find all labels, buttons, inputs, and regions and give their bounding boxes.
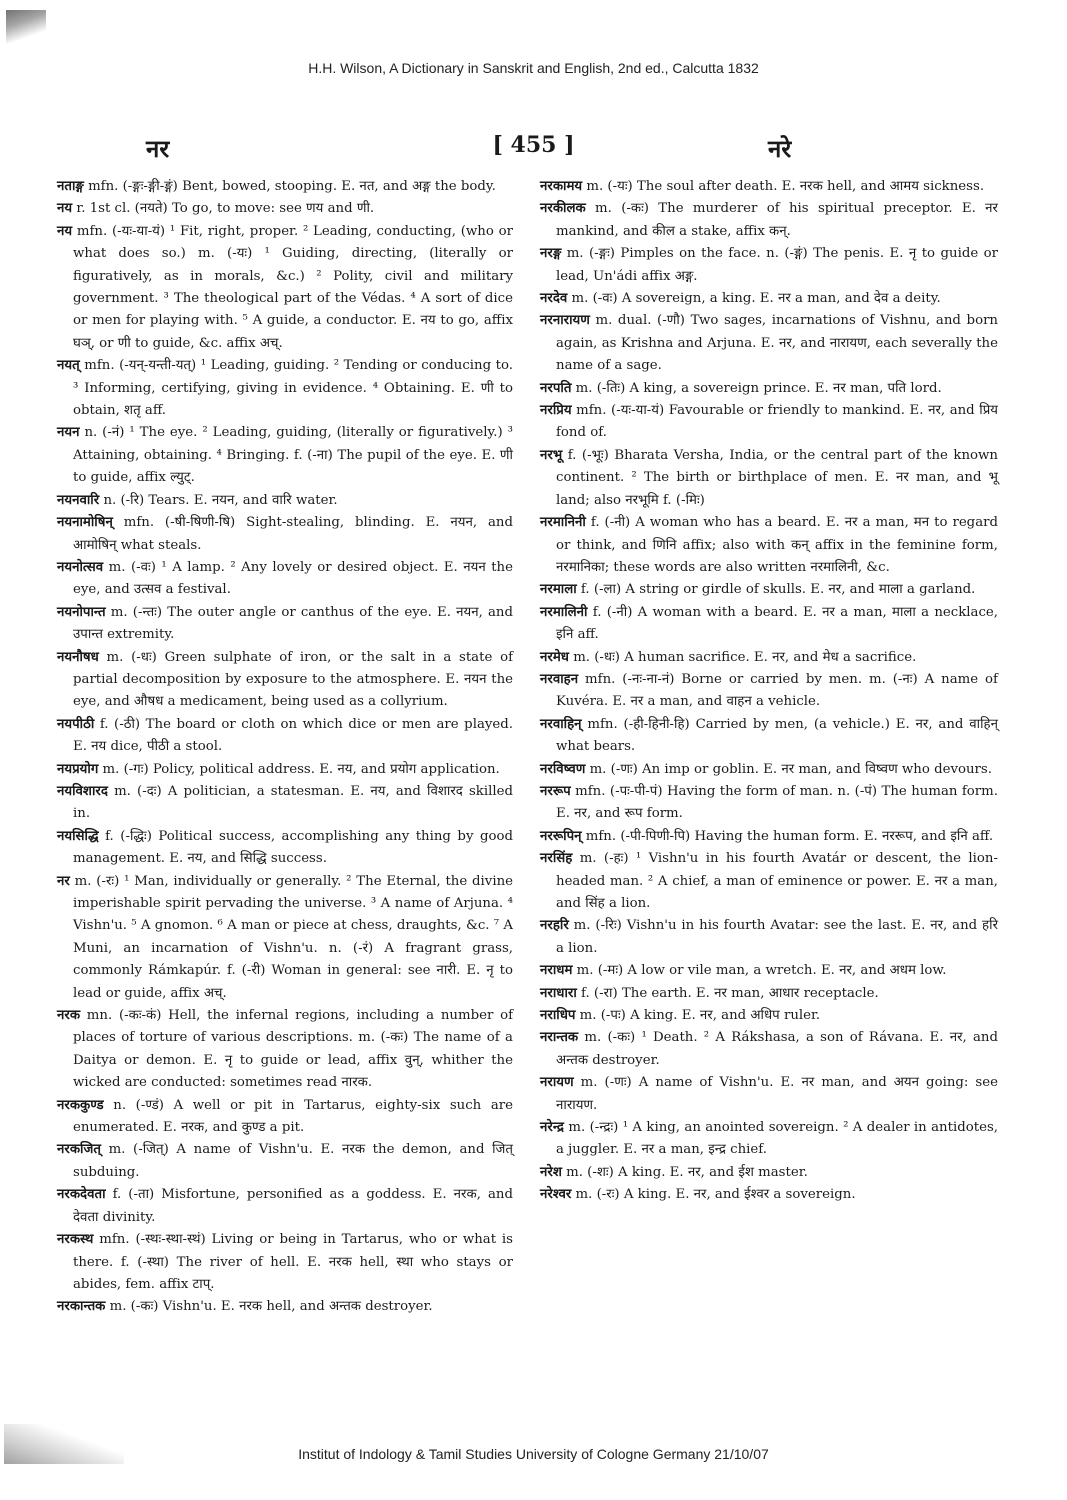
dictionary-entry (57, 871, 513, 1005)
entry-definition: m. (-न्तः) The outer angle or canthus of the eye. E. नयन, and उपान्त extremity. (73, 604, 513, 643)
entry-definition: mfn. (-यः-या-यं) Favourable or friendly to mankind. E. नर, and प्रिय fond of. (556, 403, 999, 441)
entry-definition: m. (-वः) ¹ A lamp. ² Any lovely or desired object. E. नयन the eye, and उत्सव a festival. (73, 559, 513, 598)
dictionary-entry (57, 714, 513, 759)
dictionary-entry (540, 960, 998, 982)
dictionary-entry (540, 1184, 998, 1206)
dictionary-entry (540, 288, 998, 310)
entry-headword: नरकदेवता (57, 1187, 106, 1203)
entry-definition: f. (-भूः) Bharata Versha, India, or the central part of the known continent. ² The birth or birthplace of men. E. नर man, and भू land; also नरभूमि f. (-मिः) (556, 447, 998, 508)
dictionary-entry (57, 759, 513, 781)
dictionary-entry (57, 557, 513, 602)
entry-headword: नयपीठी (57, 716, 95, 732)
entry-definition: m. (-मः) A low or vile man, a wretch. E. नर, and अधम low. (576, 963, 947, 979)
entry-definition: f. (-ला) A string or girdle of skulls. E. नर, and माला a garland. (580, 582, 976, 598)
entry-headword: नरहरि (540, 918, 569, 934)
entry-definition: m. (-णः) A name of Vishn'u. E. नर man, and अयन going: see नारायण. (556, 1075, 998, 1113)
entry-definition: f. (-द्धिः) Political success, accomplishing any thing by good management. E. नय, and सिद्धि success. (73, 828, 513, 867)
entry-definition: m. (-तिः) A king, a sovereign prince. E. नर man, पति lord. (575, 380, 942, 396)
entry-definition: m. (-कः) Vishn'u. E. नरक hell, and अन्तक destroyer. (109, 1299, 433, 1315)
entry-headword: नररूपिन् (540, 828, 582, 844)
dictionary-entry (57, 198, 513, 220)
dictionary-entry (540, 602, 998, 647)
entry-definition: n. (-रि) Tears. E. नयन, and वारि water. (103, 492, 338, 508)
dictionary-entry (540, 579, 998, 601)
entry-headword: नरङ्ग (540, 246, 562, 262)
entry-headword: नयनामोषिन् (57, 515, 113, 531)
dictionary-entry (540, 378, 998, 400)
entry-headword: नरमेध (540, 649, 569, 665)
dictionary-entry (57, 512, 513, 557)
dictionary-entry (57, 1229, 513, 1296)
entry-headword: नरमानिनी (540, 515, 586, 531)
entry-definition: m. dual. (-णौ) Two sages, incarnations of Vishnu, and born again, as Krishna and Arjuna. E. नर, and नारायण, each severally the name of a sage. (556, 313, 998, 374)
entry-headword: नरायण (540, 1075, 574, 1091)
entry-definition: mfn. (-यन्-यन्ती-यत्) ¹ Leading, guiding. ² Tending or conducing to. ³ Informing, certifying, giving in evidence. ⁴ Obtaining. E. णी to obtain, शतृ aff. (73, 358, 514, 419)
entry-definition: m. (-कः) ¹ Death. ² A Rákshasa, a son of Rávana. E. नर, and अन्तक destroyer. (556, 1030, 998, 1068)
entry-headword: नरविष्वण (540, 761, 586, 777)
entry-headword: नरसिंह (540, 851, 573, 867)
entry-headword: नरेन्द्र (540, 1120, 564, 1136)
dictionary-entry (57, 826, 513, 871)
dictionary-entry (540, 243, 998, 288)
right-column (540, 176, 998, 1207)
entry-headword: नरकस्थ (57, 1232, 94, 1248)
entry-definition: n. (-नं) ¹ The eye. ² Leading, guiding, (literally or figuratively.) ³ Attaining, obtaining. ⁴ Bringing. f. (-ना) The pupil of the eye. E. णी to guide, affix ल्युट्. (73, 425, 513, 486)
dictionary-entry (57, 1296, 513, 1318)
entry-definition: mfn. (-नः-ना-नं) Borne or carried by men. m. (-नः) A name of Kuvéra. E. नर a man, and वाहन a vehicle. (556, 671, 998, 710)
entry-headword: नराधारा (540, 985, 577, 1001)
dictionary-entry (57, 176, 513, 198)
dictionary-entry (540, 983, 998, 1005)
dictionary-entry (540, 1027, 998, 1072)
dictionary-entry (540, 512, 998, 579)
dictionary-entry (540, 400, 998, 445)
entry-headword: नरप्रिय (540, 403, 572, 419)
entry-headword: नरदेव (540, 291, 568, 307)
entry-headword: नरवाहन (540, 671, 579, 687)
entry-headword: नराधम (540, 963, 573, 979)
dictionary-entry (57, 1139, 513, 1184)
entry-definition: mfn. (-षी-षिणी-षि) Sight-stealing, blinding. E. नयन, and आमोषिन् what steals. (73, 515, 513, 553)
entry-definition: m. (-हः) ¹ Vishn'u in his fourth Avatár or descent, the lion-headed man. ² A chief, a man of eminence or power. E. नर a man, and सिंह a lion. (556, 851, 998, 911)
entry-headword: नरक (57, 1008, 81, 1024)
entry-headword: नरान्तक (540, 1030, 579, 1046)
dictionary-entry (57, 355, 513, 422)
dictionary-entry (540, 647, 998, 669)
dictionary-entry (540, 198, 998, 243)
entry-definition: m. (-णः) An imp or goblin. E. नर man, and विष्वण who devours. (589, 761, 992, 777)
entry-headword: नरमालिनी (540, 604, 588, 620)
entry-headword: नरकीलक (540, 201, 586, 217)
running-head-left: नर (146, 134, 170, 163)
source-note: H.H. Wilson, A Dictionary in Sanskrit and English, 2nd ed., Calcutta 1832 (308, 60, 759, 76)
entry-definition: mfn. (-स्थः-स्था-स्थं) Living or being in Tartarus, who or what is there. f. (-स्था) The river of hell. E. नरक hell, स्था who stays or abides, fem. affix टाप्. (73, 1232, 513, 1292)
dictionary-entry (540, 826, 998, 848)
entry-headword: नयप्रयोग (57, 761, 99, 777)
entry-definition: m. (-जित्) A name of Vishn'u. E. नरक the demon, and जित् subduing. (73, 1142, 513, 1180)
entry-headword: नय (57, 201, 73, 217)
dictionary-entry (57, 1095, 513, 1140)
entry-definition: m. (-रिः) Vishn'u in his fourth Avatar: see the last. E. नर, and हरि a lion. (556, 918, 999, 956)
dictionary-entry (540, 848, 998, 915)
entry-headword: नयनोत्सव (57, 559, 104, 575)
entry-definition: f. (-ता) Misfortune, personified as a goddess. E. नरक, and देवता divinity. (73, 1187, 513, 1225)
entry-definition: f. (-नी) A woman with a beard. E. नर a man, माला a necklace, इनि aff. (556, 604, 998, 643)
left-column (57, 176, 513, 1319)
running-head-right: नरे (768, 134, 792, 163)
entry-headword: नरककुण्ड (57, 1097, 104, 1113)
entry-definition: f. (-ठी) The board or cloth on which dice or men are played. E. नय dice, पीठी a stool. (73, 716, 513, 755)
entry-definition: m. (-न्द्रः) ¹ A king, an anointed sovereign. ² A dealer in antidotes, a juggler. E. नर a man, इन्द्र chief. (556, 1120, 998, 1158)
entry-definition: m. (-शः) A king. E. नर, and ईश master. (566, 1164, 808, 1180)
entry-definition: m. (-रः) ¹ Man, individually or generally. ² The Eternal, the divine imperishable spirit pervading the universe. ³ A name of Arjuna. ⁴ Vishn'u. ⁵ A gnomon. ⁶ A man or piece at chess, draughts, &c. ⁷ A Muni, an incarnation of Vishn'u. n. (-रं) A fragrant grass, commonly Rámkapúr. f. (-री) Woman in general: see नारी. E. नृ to lead or guide, affix अच्. (73, 873, 514, 1001)
entry-definition: f. (-रा) The earth. E. नर man, आधार receptacle. (581, 985, 879, 1001)
entry-definition: m. (-धः) A human sacrifice. E. नर, and मेध a sacrifice. (573, 649, 917, 665)
dictionary-entry (57, 1184, 513, 1229)
entry-headword: नयत् (57, 358, 80, 374)
footer-note: Institut of Indology & Tamil Studies University of Cologne Germany 21/10/07 (298, 1446, 769, 1462)
dictionary-entry (540, 310, 998, 377)
dictionary-entry (540, 714, 998, 759)
dictionary-entry (57, 221, 513, 355)
entry-definition: f. (-नी) A woman who has a beard. E. नर a man, मन to regard or think, and णिनि affix; also with कन् affix in the feminine form, नरमानिका; these words are also written नरमालिनी, &c. (556, 515, 998, 575)
dictionary-entry (540, 1117, 998, 1162)
entry-headword: नरनारायण (540, 313, 590, 329)
dictionary-entry (540, 781, 998, 826)
dictionary-entry (540, 759, 998, 781)
entry-definition: mfn. (-ङ्गः-ङ्गी-ङ्गं) Bent, bowed, stooping. E. नत, and अङ्ग the body. (88, 179, 496, 194)
entry-definition: m. (-वः) A sovereign, a king. E. नर a man, and देव a deity. (571, 291, 941, 307)
entry-headword: नराधिप (540, 1008, 576, 1024)
entry-headword: नरकान्तक (57, 1299, 106, 1315)
entry-headword: नरमाला (540, 582, 577, 598)
entry-definition: mfn. (-ही-हिनी-हि) Carried by men, (a vehicle.) E. नर, and वाहिन् what bears. (556, 716, 998, 755)
dictionary-entry (57, 490, 513, 512)
dictionary-entry (57, 602, 513, 647)
entry-definition: m. (-गः) Policy, political address. E. नय, and प्रयोग application. (102, 761, 500, 777)
entry-definition: m. (-पः) A king. E. नर, and अधिप ruler. (579, 1008, 821, 1024)
scan-artifact (6, 10, 46, 46)
dictionary-entry (57, 647, 513, 714)
dictionary-entry (57, 781, 513, 826)
entry-definition: mfn. (-यः-या-यं) ¹ Fit, right, proper. ² Leading, conducting, (who or what does so.) m. (-यः) ¹ Guiding, directing, (literally or figuratively, as in morals, &c.) ² Polity, civil and military government. ³ The theological part of the Védas. ⁴ A sort of dice or men for playing with. ⁵ A guide, a conductor. E. नय to go, affix घञ्, or णी to guide, &c. affix अच्. (73, 223, 513, 351)
dictionary-entry (540, 1162, 998, 1184)
entry-headword: नयन (57, 425, 80, 441)
dictionary-entry (540, 669, 998, 714)
page-number: [ 455 ] (492, 132, 575, 158)
entry-headword: नरेश (540, 1164, 562, 1180)
entry-definition: m. (-कः) The murderer of his spiritual preceptor. E. नर mankind, and कील a stake, affix कन्. (556, 201, 998, 239)
dictionary-entry (540, 915, 998, 960)
entry-definition: m. (-धः) Green sulphate of iron, or the salt in a state of partial decomposition by exposure to the atmosphere. E. नयन the eye, and औषध a medicament, being used as a collyrium. (73, 649, 513, 710)
entry-headword: नररूप (540, 783, 571, 799)
entry-headword: नताङ्ग (57, 179, 84, 194)
dictionary-entry (540, 1005, 998, 1027)
entry-definition: r. 1st cl. (नयते) To go, to move: see णय and णी. (76, 201, 375, 217)
entry-headword: नयनवारि (57, 492, 100, 508)
entry-headword: नय (57, 223, 73, 239)
entry-definition: mn. (-कः-कं) Hell, the infernal regions, including a number of places of torture of various descriptions. m. (-कः) The name of a Daitya or demon. E. नृ to guide or lead, affix वुन्, whither the wicked are conducted: sometimes read नारक. (73, 1008, 513, 1091)
entry-headword: नरकामय (540, 179, 583, 194)
entry-definition: mfn. (-पी-पिणी-पि) Having the human form. E. नररूप, and इनि aff. (585, 828, 994, 844)
entry-definition: m. (-ङ्गः) Pimples on the face. n. (-ङ्गं) The penis. E. नृ to guide or lead, Un'ádi affix अङ्ग. (556, 246, 999, 284)
entry-definition: m. (-यः) The soul after death. E. नरक hell, and आमय sickness. (586, 179, 985, 194)
dictionary-entry (57, 422, 513, 489)
entry-headword: नरपति (540, 380, 572, 396)
entry-headword: नयनौषध (57, 649, 99, 665)
entry-headword: नरकजित् (57, 1142, 101, 1158)
entry-headword: नयविशारद (57, 783, 108, 799)
entry-definition: m. (-रः) A king. E. नर, and ईश्वर a sovereign. (575, 1187, 856, 1203)
dictionary-entry (540, 176, 998, 198)
entry-headword: नरेश्वर (540, 1187, 572, 1203)
entry-headword: नयसिद्धि (57, 828, 99, 844)
entry-headword: नयनोपान्त (57, 604, 106, 620)
entry-headword: नरभू (540, 447, 563, 463)
dictionary-entry (57, 1005, 513, 1095)
entry-headword: नर (57, 873, 70, 889)
entry-definition: mfn. (-पः-पी-पं) Having the form of man. n. (-पं) The human form. E. नर, and रूप form. (556, 783, 998, 822)
entry-headword: नरवाहिन् (540, 716, 582, 732)
entry-definition: m. (-दः) A politician, a statesman. E. नय, and विशारद skilled in. (73, 783, 513, 822)
dictionary-entry (540, 445, 998, 512)
dictionary-entry (540, 1072, 998, 1117)
entry-definition: n. (-ण्डं) A well or pit in Tartarus, eighty-six such are enumerated. E. नरक, and कुण्ड a pit. (73, 1097, 513, 1136)
